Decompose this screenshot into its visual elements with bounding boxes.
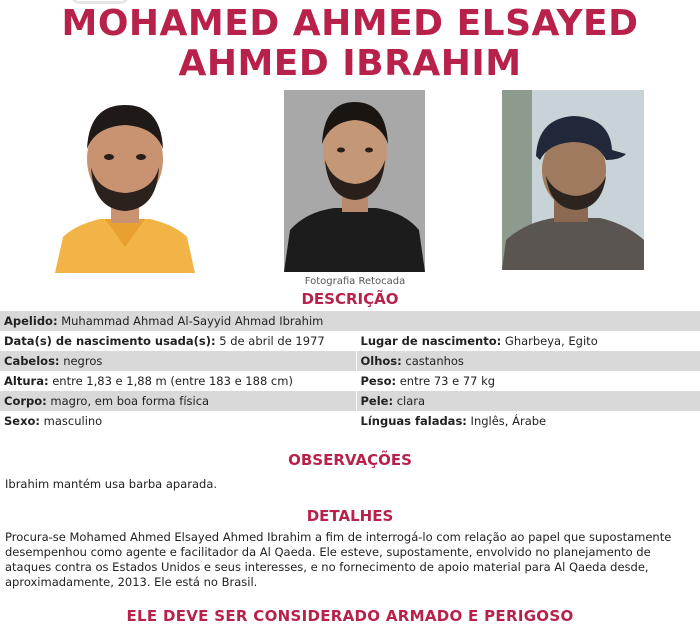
table-row bbox=[0, 411, 700, 431]
detalhes-text bbox=[5, 530, 695, 590]
field-label: Lugar de nascimento: bbox=[360, 334, 502, 348]
field-label: Altura: bbox=[4, 374, 49, 388]
detalhes-line: Procura-se Mohamed Ahmed Elsayed Ahmed Ibrahim a fim de interrogá-lo com relação ao papel que supostamente bbox=[5, 530, 672, 544]
field-value: Inglês, Árabe bbox=[470, 414, 547, 428]
field-label: Pele: bbox=[360, 394, 394, 408]
armed-dangerous-warning: ELE DEVE SER CONSIDERADO ARMADO E PERIGOSO bbox=[126, 607, 574, 625]
field-value: Muhammad Ahmad Al-Sayyid Ahmad Ibrahim bbox=[61, 314, 324, 328]
field-label: Cabelos: bbox=[4, 354, 60, 368]
name-line-2: AHMED IBRAHIM bbox=[178, 43, 522, 84]
field-label: Corpo: bbox=[4, 394, 47, 408]
section-title-descricao: DESCRIÇÃO bbox=[301, 290, 399, 308]
table-row bbox=[0, 351, 700, 371]
field-label: Sexo: bbox=[4, 414, 40, 428]
apelido-cell bbox=[0, 311, 700, 331]
suspect-photo-1 bbox=[55, 97, 195, 273]
suspect-photo-3 bbox=[502, 90, 644, 270]
name-line-1: MOHAMED AHMED ELSAYED bbox=[61, 3, 639, 44]
detalhes-line: desempenhou como agente e facilitador da Al Qaeda. Ele esteve, supostamente, envolvido no planejamento de bbox=[5, 545, 651, 559]
table-row bbox=[0, 391, 700, 411]
field-label: Olhos: bbox=[360, 354, 402, 368]
field-label: Apelido: bbox=[4, 314, 58, 328]
field-label: Peso: bbox=[360, 374, 397, 388]
field-value: entre 1,83 e 1,88 m (entre 183 e 188 cm) bbox=[52, 374, 293, 388]
section-title-detalhes: DETALHES bbox=[306, 507, 394, 525]
field-value: Gharbeya, Egito bbox=[504, 334, 598, 348]
field-value: clara bbox=[396, 394, 426, 408]
table-row bbox=[0, 371, 700, 391]
description-table bbox=[0, 311, 700, 431]
section-title-observacoes: OBSERVAÇÕES bbox=[288, 451, 412, 469]
suspect-photo-2 bbox=[284, 90, 425, 272]
detalhes-line: ataques contra os Estados Unidos e seus interesses, e no fornecimento de apoio material para Al Qaeda desde, bbox=[5, 560, 649, 574]
table-row bbox=[0, 311, 700, 331]
field-value: masculino bbox=[43, 414, 103, 428]
photo-caption: Fotografia Retocada bbox=[304, 276, 406, 287]
field-value: castanhos bbox=[405, 354, 464, 368]
detalhes-line: aproximadamente, 2013. Ele está no Brasil. bbox=[5, 575, 258, 589]
field-value: negros bbox=[63, 354, 103, 368]
field-value: 5 de abril de 1977 bbox=[219, 334, 325, 348]
field-label: Línguas faladas: bbox=[360, 414, 467, 428]
observacoes-text: Ibrahim mantém usa barba aparada. bbox=[5, 477, 218, 491]
field-value: magro, em boa forma física bbox=[50, 394, 210, 408]
field-value: entre 73 e 77 kg bbox=[399, 374, 496, 388]
field-label: Data(s) de nascimento usada(s): bbox=[4, 334, 216, 348]
table-row bbox=[0, 331, 700, 351]
